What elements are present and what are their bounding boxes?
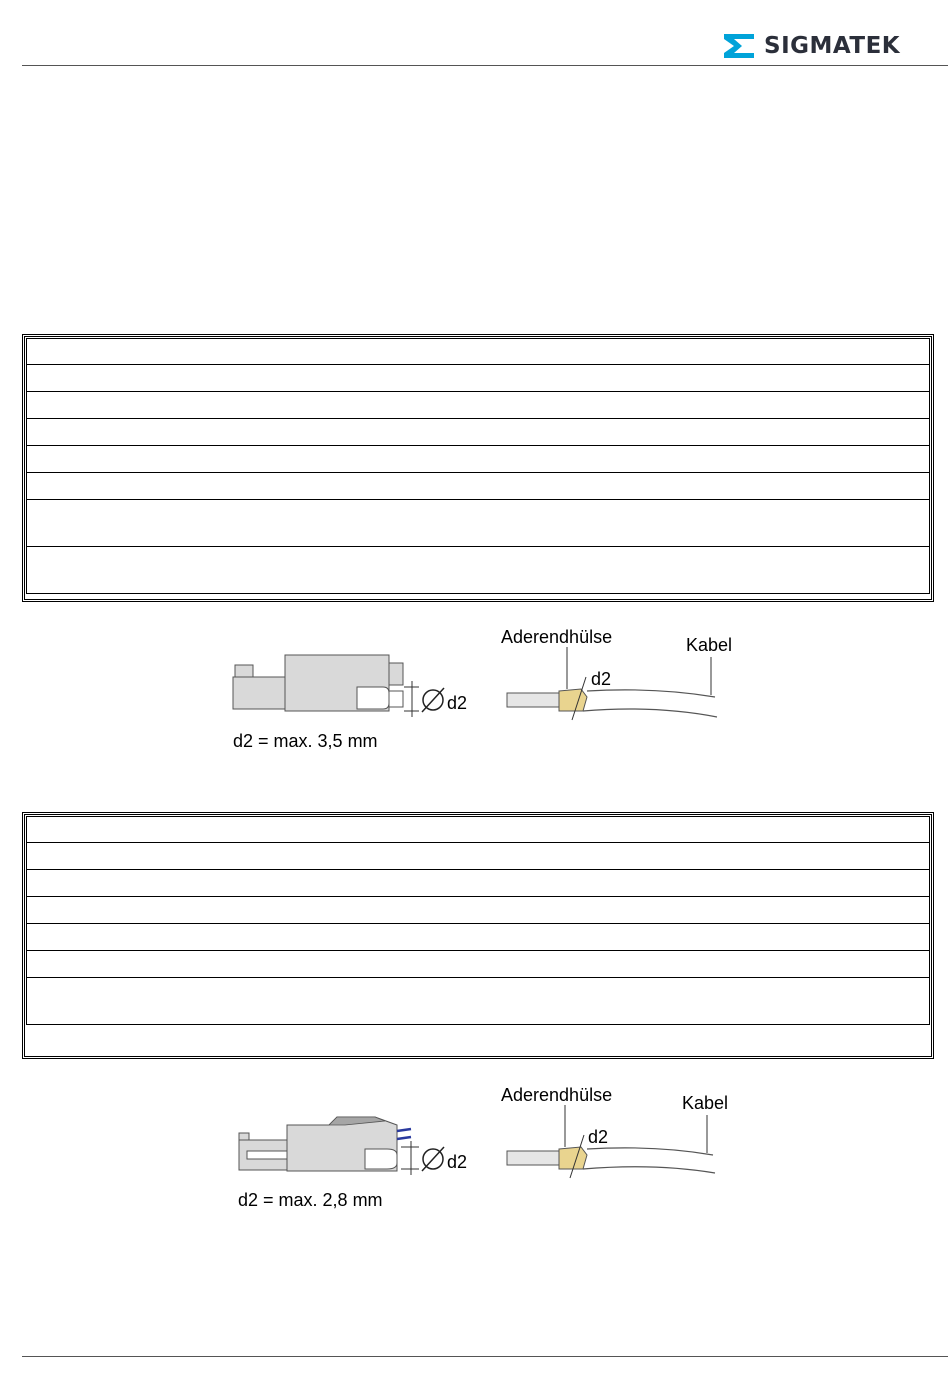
table-row: [26, 392, 930, 419]
cable-label: Kabel: [686, 635, 733, 655]
sigmatek-logo-mark-icon: [722, 32, 756, 60]
ferrule-d2-label: d2: [588, 1127, 609, 1147]
table-row: [26, 843, 930, 870]
table-row: [26, 338, 930, 365]
table-row: [26, 446, 930, 473]
connector-figure-2: [225, 1083, 765, 1215]
d2-label: d2: [447, 1152, 468, 1172]
table-row: [26, 816, 930, 843]
table-row: [26, 978, 930, 1025]
connector-figure-1: [225, 625, 765, 755]
table-row: [26, 365, 930, 392]
table-row: [26, 951, 930, 978]
d2-spec: d2 = max. 2,8 mm: [238, 1190, 383, 1210]
ferrule-label: Aderendhülse: [501, 627, 613, 647]
table-row: [26, 500, 930, 547]
table-row: [26, 473, 930, 500]
footer-rule: [22, 1356, 948, 1357]
ferrule-d2-label: d2: [591, 669, 612, 689]
d2-label: d2: [447, 693, 468, 713]
sigmatek-logo: [722, 32, 948, 60]
table-row: [26, 870, 930, 897]
table-row: [26, 924, 930, 951]
ferrule-label: Aderendhülse: [501, 1085, 613, 1105]
spec-table-2: [22, 812, 934, 1059]
brand-name: SIGMATEK: [764, 33, 901, 59]
header-rule: [22, 65, 948, 66]
cable-label: Kabel: [682, 1093, 729, 1113]
spec-table-1: [22, 334, 934, 602]
table-row: [26, 547, 930, 594]
table-row: [26, 419, 930, 446]
d2-spec: d2 = max. 3,5 mm: [233, 731, 378, 751]
table-row: [26, 897, 930, 924]
